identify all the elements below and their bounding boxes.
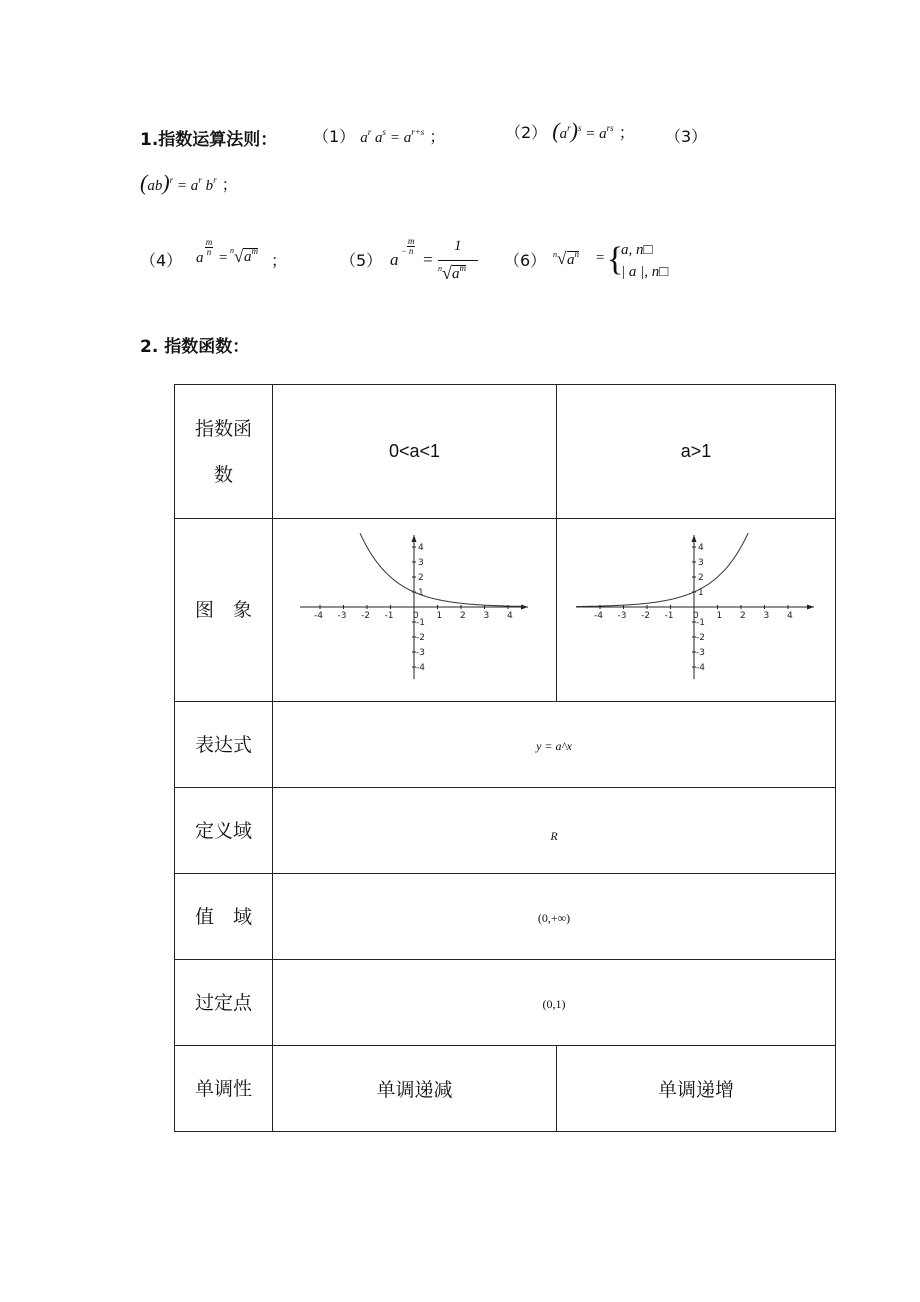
decreasing-y-tick-label: 4	[417, 543, 424, 553]
rule-4	[140, 248, 182, 271]
section1-title: 1.指数运算法则：	[140, 130, 278, 150]
decreasing-x-tick-label: 2	[459, 611, 466, 621]
decreasing-x-tick-label: 3	[483, 611, 489, 621]
row-label-range: 值 域	[194, 905, 252, 928]
decreasing-y-tick-label: -3	[415, 648, 425, 658]
increasing-x-tick-label: -4	[594, 611, 603, 621]
increasing-y-arrow	[692, 535, 697, 542]
increasing-x-tick-label: -2	[641, 611, 650, 621]
domain-value-cell	[273, 788, 836, 874]
decreasing-curve	[360, 533, 526, 606]
increasing-y-tick-label: 4	[698, 543, 704, 553]
col-head-increasing-text: a>1	[680, 441, 712, 461]
row-label-graph: 图 象	[194, 599, 252, 621]
decreasing-x-arrow	[521, 605, 528, 610]
section2-title: 2. 指数函数：	[140, 337, 250, 357]
table-row-fixed-point	[175, 960, 836, 1046]
row-label-expression-cell	[175, 702, 273, 788]
range-value-cell	[273, 874, 836, 960]
monotonicity-decreasing: 单调递减	[376, 1079, 453, 1101]
decreasing-y-tick-label: -4	[415, 663, 425, 673]
decreasing-x-tick-label: -1	[384, 611, 393, 621]
increasing-x-tick-label: -3	[617, 611, 627, 621]
increasing-x-tick-label: 3	[763, 611, 770, 621]
table-col-head-increasing	[557, 385, 836, 519]
rule-6	[504, 248, 546, 271]
rule-2-label: （2）	[505, 123, 548, 142]
increasing-y-tick-label: 3	[698, 558, 704, 568]
rule-1-formula: $a^r$ $a^s = a^{r+s}$	[360, 127, 425, 146]
rule-1	[313, 124, 445, 147]
fixed-point-value: (0,1)	[542, 997, 566, 1011]
rule-3	[140, 170, 238, 196]
increasing-x-tick-label: 2	[740, 611, 746, 621]
range-value: (0,+∞)	[537, 911, 571, 925]
increasing-curve	[577, 533, 749, 606]
rule-5-formula: a −m n = 1 n √ $a^m$	[390, 238, 500, 286]
decreasing-y-arrow	[411, 535, 416, 542]
increasing-y-tick-label: -3	[696, 648, 705, 658]
col-head-decreasing-text: 0<a<1	[388, 441, 441, 461]
rule-6-label: （6）	[504, 251, 547, 270]
decreasing-x-tick-label: 1	[436, 611, 442, 621]
row-label-fixed-point-cell	[175, 960, 273, 1046]
decreasing-x-tick-label: 0	[412, 611, 419, 621]
table-col-head-decreasing	[273, 385, 557, 519]
table-row-range	[175, 874, 836, 960]
rule-2-sep: ；	[618, 123, 635, 142]
decreasing-y-tick-label: 1	[417, 588, 424, 598]
increasing-x-tick-label: 0	[693, 611, 699, 621]
row-label-monotonicity-cell	[175, 1046, 273, 1132]
domain-value: R	[550, 829, 558, 843]
graph-cell-increasing	[557, 519, 836, 702]
rule-5	[340, 248, 382, 271]
row-label-expression: 表达式	[194, 733, 252, 756]
rule-4-label: （4）	[140, 251, 183, 270]
table-corner-cell	[175, 385, 273, 519]
row-label-domain-cell	[175, 788, 273, 874]
increasing-y-tick-label: -1	[696, 618, 705, 628]
table-row-graph	[175, 519, 836, 702]
row-label-monotonicity: 单调性	[194, 1077, 252, 1100]
monotonicity-increasing-cell	[557, 1046, 836, 1132]
graph-cell-decreasing	[273, 519, 557, 702]
increasing-x-tick-label: 4	[787, 611, 793, 621]
increasing-y-tick-label: 2	[698, 573, 704, 583]
exponential-function-table	[174, 384, 836, 1132]
row-label-range-cell	[175, 874, 273, 960]
fixed-point-value-cell	[273, 960, 836, 1046]
table-row-monotonicity	[175, 1046, 836, 1132]
decreasing-x-tick-label: 4	[506, 611, 513, 621]
decreasing-y-tick-label: -1	[415, 618, 425, 628]
rule-2	[505, 118, 635, 144]
increasing-y-tick-label: 1	[698, 588, 704, 598]
decreasing-y-tick-label: 3	[417, 558, 424, 568]
rule-1-label: （1）	[313, 127, 356, 146]
rule-5-label: （5）	[340, 251, 383, 270]
rule-3-formula: $(ab)^r = a^r$ $b^r$	[140, 170, 217, 195]
rule-4-formula: a m n = n √ $a^m$	[196, 237, 258, 266]
decreasing-x-tick-label: -4	[313, 611, 323, 621]
monotonicity-decreasing-cell	[273, 1046, 557, 1132]
table-header-row	[175, 385, 836, 519]
row-label-graph-cell	[175, 519, 273, 702]
rule-2-formula: $(a^r)^s = a^{rs}$	[552, 118, 614, 143]
table-row-expression	[175, 702, 836, 788]
expression-value: y = a^x	[536, 739, 572, 753]
decreasing-y-tick-label: 2	[417, 573, 424, 583]
rule-3-label: （3）	[665, 127, 708, 146]
graph-decreasing	[300, 533, 530, 683]
expression-value-cell	[273, 702, 836, 788]
decreasing-x-tick-label: -3	[337, 611, 346, 621]
increasing-y-tick-label: -4	[696, 663, 705, 673]
rule-4-sep: ；	[271, 251, 288, 270]
row-label-fixed-point: 过定点	[194, 991, 252, 1014]
rule-6-formula: n √ $a^n$ = { a, n□ | a |, n□	[553, 241, 669, 280]
decreasing-x-tick-label: -2	[360, 611, 370, 621]
decreasing-y-tick-label: -2	[415, 633, 425, 643]
row-label-domain: 定义域	[194, 819, 252, 842]
table-corner-line1: 指数函	[194, 417, 252, 440]
monotonicity-increasing: 单调递增	[657, 1079, 734, 1101]
increasing-x-tick-label: 1	[716, 611, 723, 621]
rule-3-sep: ；	[221, 175, 238, 194]
table-corner-line2: 数	[213, 463, 233, 486]
increasing-x-tick-label: -1	[664, 611, 674, 621]
rule-1-sep: ；	[429, 127, 446, 146]
increasing-x-arrow	[807, 605, 814, 610]
graph-increasing	[576, 533, 816, 683]
increasing-y-tick-label: -2	[696, 633, 705, 643]
table-row-domain	[175, 788, 836, 874]
